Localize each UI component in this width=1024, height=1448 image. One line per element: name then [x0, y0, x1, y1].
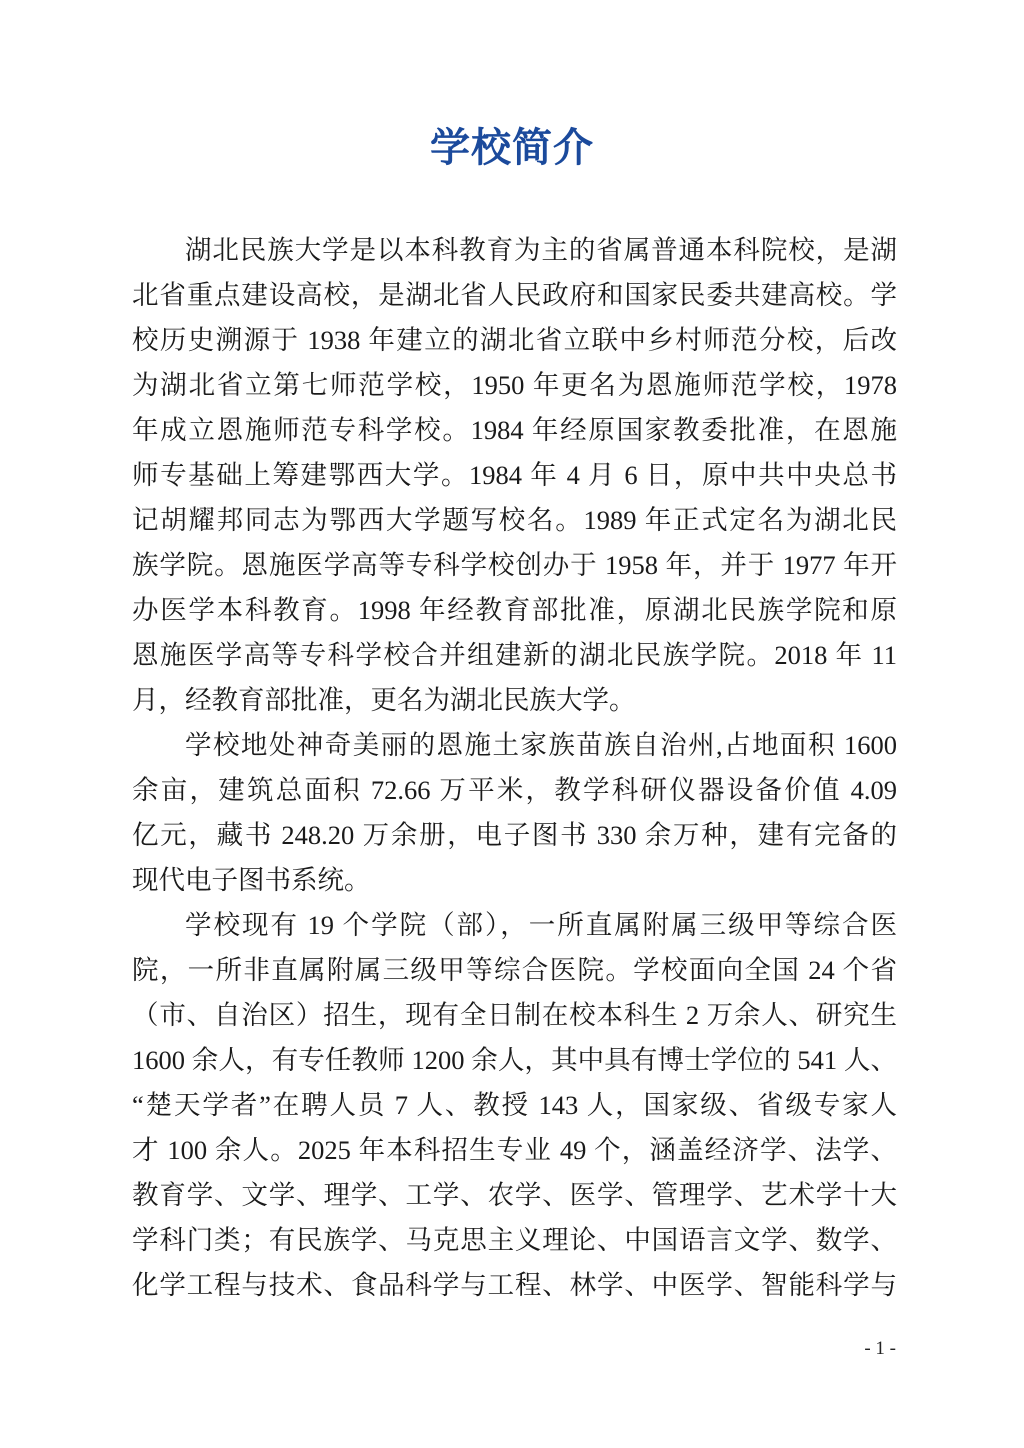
text-line: 学科门类；有民族学、马克思主义理论、中国语言文学、数学、	[132, 1225, 897, 1255]
page-number: - 1 -	[864, 1338, 896, 1359]
text-line: 族学院。恩施医学高等专科学校创办于 1958 年，并于 1977 年开	[132, 550, 897, 580]
page-title: 学校简介	[430, 126, 594, 170]
text-line: 湖北民族大学是以本科教育为主的省属普通本科院校，是湖	[185, 235, 897, 265]
text-line: 1600 余人，有专任教师 1200 余人，其中具有博士学位的 541 人、	[132, 1045, 897, 1075]
text-line: 北省重点建设高校，是湖北省人民政府和国家民委共建高校。学	[132, 280, 897, 310]
text-line: 才 100 余人。2025 年本科招生专业 49 个，涵盖经济学、法学、	[132, 1135, 897, 1165]
document-body	[132, 228, 897, 1308]
text-line: 院，一所非直属附属三级甲等综合医院。学校面向全国 24 个省	[132, 955, 897, 985]
text-line: 师专基础上筹建鄂西大学。1984 年 4 月 6 日，原中共中央总书	[132, 460, 897, 490]
text-line: 办医学本科教育。1998 年经教育部批准，原湖北民族学院和原	[132, 595, 897, 625]
paragraph	[132, 903, 897, 1308]
text-line: 学校地处神奇美丽的恩施土家族苗族自治州,占地面积 1600	[185, 730, 897, 760]
text-line: 学校现有 19 个学院（部），一所直属附属三级甲等综合医	[185, 910, 897, 940]
text-line: 现代电子图书系统。	[132, 865, 371, 895]
text-line: 为湖北省立第七师范学校，1950 年更名为恩施师范学校，1978	[132, 370, 897, 400]
text-line: 年成立恩施师范专科学校。1984 年经原国家教委批准，在恩施	[132, 415, 897, 445]
text-line: 校历史溯源于 1938 年建立的湖北省立联中乡村师范分校，后改	[132, 325, 897, 355]
text-line: 化学工程与技术、食品科学与工程、林学、中医学、智能科学与	[132, 1270, 897, 1300]
text-line: 月，经教育部批准，更名为湖北民族大学。	[132, 685, 636, 715]
text-line: 亿元，藏书 248.20 万余册，电子图书 330 余万种，建有完备的	[132, 820, 897, 850]
text-line: 恩施医学高等专科学校合并组建新的湖北民族学院。2018 年 11	[132, 640, 897, 670]
text-line: 余亩，建筑总面积 72.66 万平米，教学科研仪器设备价值 4.09	[132, 775, 897, 805]
paragraph	[132, 723, 897, 903]
text-line: 记胡耀邦同志为鄂西大学题写校名。1989 年正式定名为湖北民	[132, 505, 897, 535]
text-line: 教育学、文学、理学、工学、农学、医学、管理学、艺术学十大	[132, 1180, 897, 1210]
paragraph	[132, 228, 897, 723]
text-line: （市、自治区）招生，现有全日制在校本科生 2 万余人、研究生	[132, 1000, 897, 1030]
text-line: “楚天学者”在聘人员 7 人、教授 143 人，国家级、省级专家人	[132, 1090, 897, 1120]
